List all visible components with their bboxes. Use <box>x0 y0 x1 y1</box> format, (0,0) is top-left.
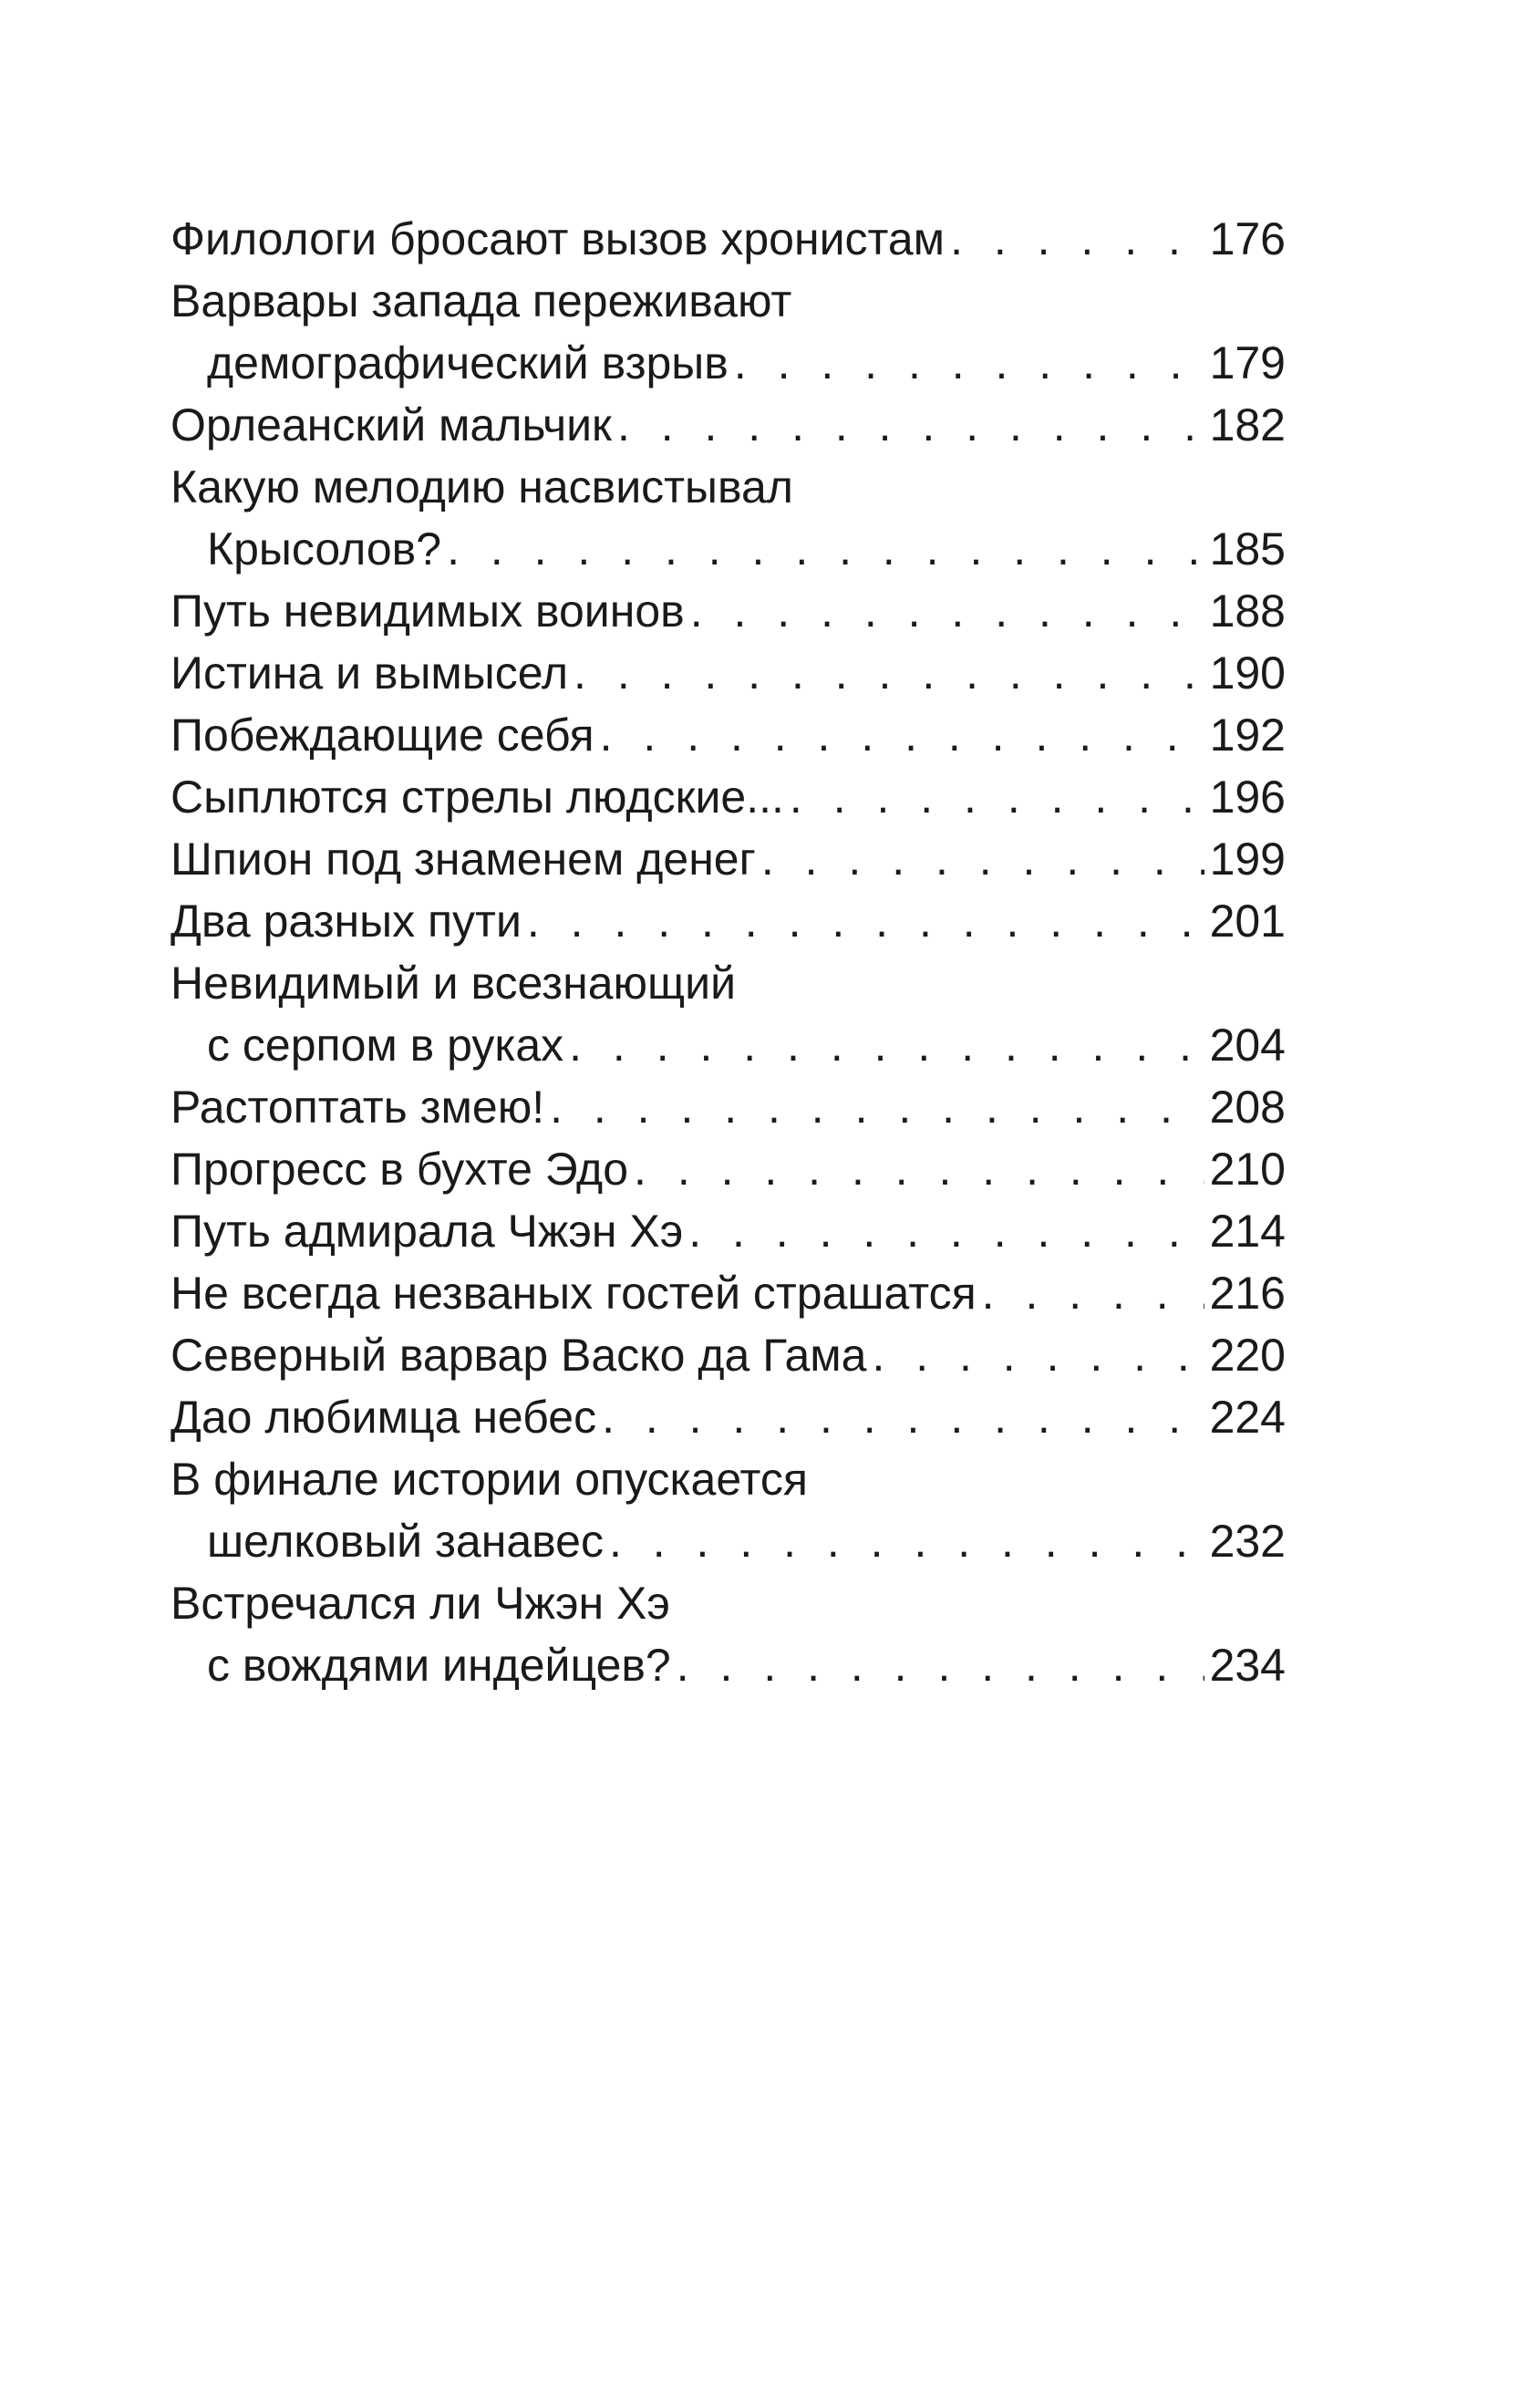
toc-entry-title-continued: Крысолов? <box>207 523 442 575</box>
toc-entry-title: Прогресс в бухте Эдо <box>171 1144 629 1195</box>
toc-entry-line <box>171 270 1286 332</box>
toc-page-number: 216 <box>1209 1268 1286 1319</box>
leader-dots <box>688 1200 1204 1262</box>
toc-entry-title: Растоптать змею! <box>171 1082 545 1133</box>
toc-entry-title: Два разных пути <box>171 896 522 947</box>
leader-dots <box>950 208 1204 270</box>
toc-page-number: 185 <box>1209 523 1286 575</box>
toc-entry-title-continued: с вождями индейцев? <box>207 1640 671 1691</box>
leader-dots <box>872 1324 1204 1386</box>
leader-dots <box>602 1386 1204 1448</box>
table-of-contents <box>171 208 1286 1696</box>
toc-page-number: 196 <box>1209 771 1286 823</box>
toc-page-number: 190 <box>1209 647 1286 699</box>
toc-entry-line <box>171 766 1286 828</box>
toc-page-number: 199 <box>1209 834 1286 885</box>
toc-page-number: 234 <box>1209 1640 1286 1691</box>
toc-entry-line-continued <box>171 1014 1286 1076</box>
toc-entry-line <box>171 952 1286 1014</box>
leader-dots <box>790 766 1204 828</box>
toc-entry-title: Невидимый и всезнающий <box>171 958 737 1009</box>
leader-dots <box>677 1634 1204 1696</box>
toc-entry-line-continued <box>171 332 1286 394</box>
toc-entry-title: Встречался ли Чжэн Хэ <box>171 1578 670 1629</box>
toc-page-number: 182 <box>1209 399 1286 450</box>
toc-entry-line <box>171 456 1286 518</box>
toc-page-number: 204 <box>1209 1020 1286 1071</box>
toc-entry-line <box>171 1448 1286 1510</box>
toc-page-number: 188 <box>1209 585 1286 637</box>
toc-entry-line-continued <box>171 1510 1286 1572</box>
toc-entry-title: Путь адмирала Чжэн Хэ <box>171 1206 684 1257</box>
leader-dots <box>569 1014 1204 1076</box>
toc-entry-line <box>171 1324 1286 1386</box>
toc-page-number: 176 <box>1209 213 1286 264</box>
leader-dots <box>761 828 1204 890</box>
toc-entry-line <box>171 704 1286 766</box>
toc-entry-line <box>171 580 1286 642</box>
toc-entry-line <box>171 1138 1286 1200</box>
leader-dots <box>527 890 1204 952</box>
toc-entry-title: Сыплются стрелы людские... <box>171 771 784 823</box>
leader-dots <box>734 332 1204 394</box>
toc-entry-title: Какую мелодию насвистывал <box>171 461 793 513</box>
toc-entry-title-continued: с серпом в руках <box>207 1020 564 1071</box>
toc-page-number: 201 <box>1209 896 1286 947</box>
toc-entry-title: Побеждающие себя <box>171 709 594 761</box>
toc-entry-line-continued <box>171 1634 1286 1696</box>
toc-entry-title: Филологи бросают вызов хронистам <box>171 213 946 264</box>
toc-entry-line <box>171 1076 1286 1138</box>
toc-entry-title: Северный варвар Васко да Гама <box>171 1330 867 1381</box>
toc-page-number: 192 <box>1209 709 1286 761</box>
leader-dots <box>982 1262 1204 1324</box>
toc-entry-title: В финале истории опускается <box>171 1454 808 1505</box>
leader-dots <box>617 394 1204 456</box>
toc-entry-title: Дао любимца небес <box>171 1392 597 1443</box>
toc-entry-title: Истина и вымысел <box>171 647 569 699</box>
toc-entry-line <box>171 1200 1286 1262</box>
toc-entry-line <box>171 394 1286 456</box>
leader-dots <box>574 642 1204 704</box>
leader-dots <box>690 580 1204 642</box>
toc-page-number: 220 <box>1209 1330 1286 1381</box>
toc-page-number: 214 <box>1209 1206 1286 1257</box>
toc-entry-line-continued <box>171 518 1286 580</box>
toc-entry-line <box>171 828 1286 890</box>
leader-dots <box>550 1076 1204 1138</box>
leader-dots <box>609 1510 1204 1572</box>
toc-entry-title: Не всегда незваных гостей страшатся <box>171 1268 977 1319</box>
leader-dots <box>447 518 1204 580</box>
toc-entry-title: Орлеанский мальчик <box>171 399 612 450</box>
toc-entry-title: Шпион под знаменем денег <box>171 834 756 885</box>
toc-entry-line <box>171 208 1286 270</box>
leader-dots <box>634 1138 1204 1200</box>
toc-entry-line <box>171 642 1286 704</box>
toc-entry-title-continued: демографический взрыв <box>207 337 729 388</box>
toc-page-number: 179 <box>1209 337 1286 388</box>
toc-page-number: 224 <box>1209 1392 1286 1443</box>
toc-entry-line <box>171 1386 1286 1448</box>
toc-page-number: 208 <box>1209 1082 1286 1133</box>
leader-dots <box>600 704 1204 766</box>
toc-entry-title: Варвары запада переживают <box>171 275 792 326</box>
toc-entry-line <box>171 1262 1286 1324</box>
toc-entry-title-continued: шелковый занавес <box>207 1516 604 1567</box>
toc-entry-line <box>171 890 1286 952</box>
toc-page-number: 210 <box>1209 1144 1286 1195</box>
toc-page-number: 232 <box>1209 1516 1286 1567</box>
toc-entry-line <box>171 1572 1286 1634</box>
toc-entry-title: Путь невидимых воинов <box>171 585 685 637</box>
